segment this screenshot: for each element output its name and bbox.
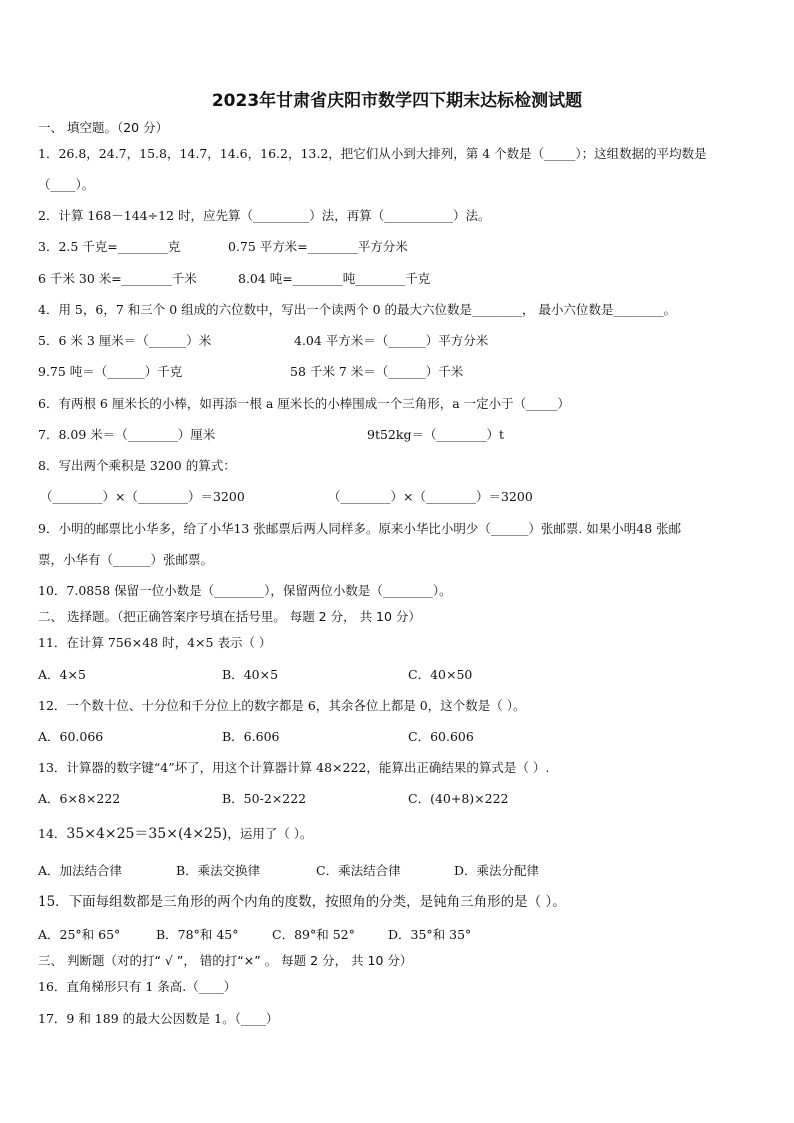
question-14-option-d: D．乘法分配律 [454,863,540,878]
question-9-line-1: 9．小明的邮票比小华多，给了小华13 张邮票后两人同样多。原来小华比小明少（______）张邮票. 如果小明48 张邮 [38,521,682,536]
question-15-option-b: B．78°和 45° [156,927,239,942]
question-6: 6．有两根 6 厘米长的小棒，如再添一根 a 厘米长的小棒围成一个三角形，a 一定小于（_____） [38,396,570,411]
question-9-line-2: 票，小华有（______）张邮票。 [38,552,214,567]
question-1-line-1: 1．26.8，24.7，15.8，14.7，14.6，16.2，13.2，把它们从小到大排列，第 4 个数是（_____）；这组数据的平均数是 [38,146,707,161]
question-14-prompt: ，运用了（ ）。 [227,826,313,841]
question-13-option-a: A．6×8×222 [38,791,121,806]
page-title: 2023年甘肃省庆阳市数学四下期末达标检测试题 [211,91,583,111]
question-17: 17．9 和 189 的最大公因数是 1。（____） [38,1011,279,1026]
question-15: 15．下面每组数都是三角形的两个内角的度数，按照角的分类，是钝角三角形的是（ ）。 [38,894,566,910]
section-choice-heading: 二、 选择题。（把正确答案序号填在括号里。 每题 2 分， 共 10 分） [38,609,421,624]
question-13: 13．计算器的数字键“4”坏了，用这个计算器计算 48×222，能算出正确结果的算式是（ ）. [38,760,550,775]
question-5-part-3: 9.75 吨＝（______）千克 [38,364,183,379]
question-14 [38,826,313,842]
question-1-line-2: （____）。 [38,177,95,192]
section-fill-in-heading: 一、 填空题。（20 分） [38,120,169,135]
question-13-option-b: B．50-2×222 [222,791,307,806]
question-7-part-2: 9t52kg＝（________）t [367,427,504,442]
question-12-option-c: C．60.606 [408,729,474,744]
question-11: 11．在计算 756×48 时，4×5 表示（ ） [38,635,272,650]
question-15-option-d: D．35°和 35° [388,927,472,942]
question-8-blank-2: （________）×（________）＝3200 [328,489,533,504]
question-15-option-c: C．89°和 52° [272,927,355,942]
question-16: 16．直角梯形只有 1 条高.（____） [38,979,237,994]
question-5-part-2: 4.04 平方米＝（______）平方分米 [294,333,489,348]
question-5-part-1: 5．6 米 3 厘米＝（______）米 [38,333,212,348]
question-14-option-a: A．加法结合律 [38,863,123,878]
question-7-part-1: 7．8.09 米＝（________）厘米 [38,427,216,442]
question-4: 4．用 5，6，7 和三个 0 组成的六位数中，写出一个读两个 0 的最大六位数是________， 最小六位数是________。 [38,302,677,317]
question-3-part-2: 0.75 平方米=________平方分米 [228,239,408,254]
question-12-option-b: B．6.606 [222,729,280,744]
question-10: 10．7.0858 保留一位小数是（________），保留两位小数是（________）。 [38,583,452,598]
question-14-number: 14． [38,826,67,841]
question-2: 2．计算 168－144÷12 时，应先算（_________）法，再算（___________）法。 [38,208,491,223]
question-12: 12．一个数十位、十分位和千分位上的数字都是 6，其余各位上都是 0，这个数是（ ）。 [38,698,526,713]
question-13-option-c: C．(40+8)×222 [408,791,509,806]
question-14-expression: 35×4×25＝35×(4×25) [66,826,228,842]
question-8: 8．写出两个乘积是 3200 的算式： [38,458,236,473]
question-14-option-b: B．乘法交换律 [176,863,261,878]
question-12-option-a: A．60.066 [38,729,104,744]
question-3-part-3: 6 千米 30 米=________千米 [38,271,197,286]
question-11-option-c: C．40×50 [408,667,473,682]
question-11-option-a: A．4×5 [38,667,86,682]
question-3-part-1: 3．2.5 千克=________克 [38,239,181,254]
question-15-option-a: A．25°和 65° [38,927,121,942]
question-8-blank-1: （________）×（________）＝3200 [40,489,245,504]
question-11-option-b: B．40×5 [222,667,279,682]
question-5-part-4: 58 千米 7 米＝（______）千米 [290,364,464,379]
question-14-option-c: C．乘法结合律 [316,863,401,878]
section-judgement-heading: 三、 判断题（对的打“ √ ”， 错的打“×” 。 每题 2 分， 共 10 分） [38,953,413,968]
question-3-part-4: 8.04 吨=________吨________千克 [238,271,431,286]
